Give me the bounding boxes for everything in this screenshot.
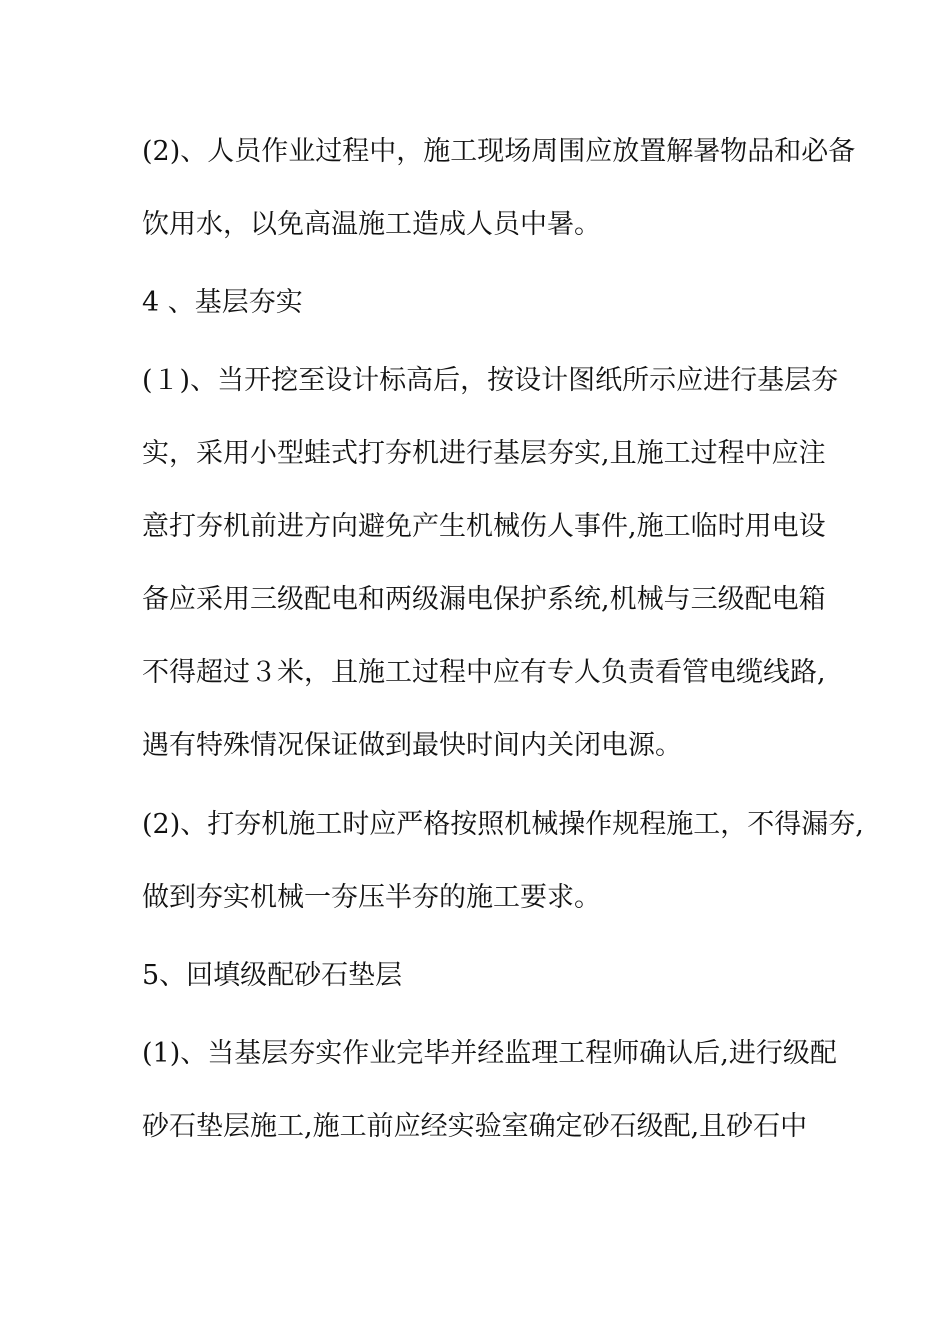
section-4-heading: 4 、基层夯实 <box>142 287 303 318</box>
paragraph-2-heat-relief-line-2: 饮用水，以免高温施工造成人员中暑。 <box>142 209 601 240</box>
paragraph-2-tamper-line-1: (2)、打夯机施工时应严格按照机械操作规程施工，不得漏夯, <box>142 809 864 840</box>
section-5-heading: 5、回填级配砂石垫层 <box>142 960 403 991</box>
paragraph-1-compaction-line-1: (１)、当开挖至设计标高后，按设计图纸所示应进行基层夯 <box>142 365 839 396</box>
paragraph-1-compaction-line-3: 意打夯机前进方向避免产生机械伤人事件,施工临时用电设 <box>142 511 826 542</box>
paragraph-1-compaction-line-5: 不得超过３米，且施工过程中应有专人负责看管电缆线路, <box>142 657 826 688</box>
paragraph-2-tamper-line-2: 做到夯实机械一夯压半夯的施工要求。 <box>142 882 601 913</box>
paragraph-1-compaction-line-4: 备应采用三级配电和两级漏电保护系统,机械与三级配电箱 <box>142 584 826 615</box>
paragraph-1-compaction-line-6: 遇有特殊情况保证做到最快时间内关闭电源。 <box>142 730 682 761</box>
paragraph-1-gravel-line-1: (1)、当基层夯实作业完毕并经监理工程师确认后,进行级配 <box>142 1038 837 1069</box>
paragraph-1-compaction-line-2: 实，采用小型蛙式打夯机进行基层夯实,且施工过程中应注 <box>142 438 826 469</box>
paragraph-2-heat-relief-line-1: (2)、人员作业过程中，施工现场周围应放置解暑物品和必备 <box>142 136 856 167</box>
paragraph-1-gravel-line-2: 砂石垫层施工,施工前应经实验室确定砂石级配,且砂石中 <box>142 1111 808 1142</box>
